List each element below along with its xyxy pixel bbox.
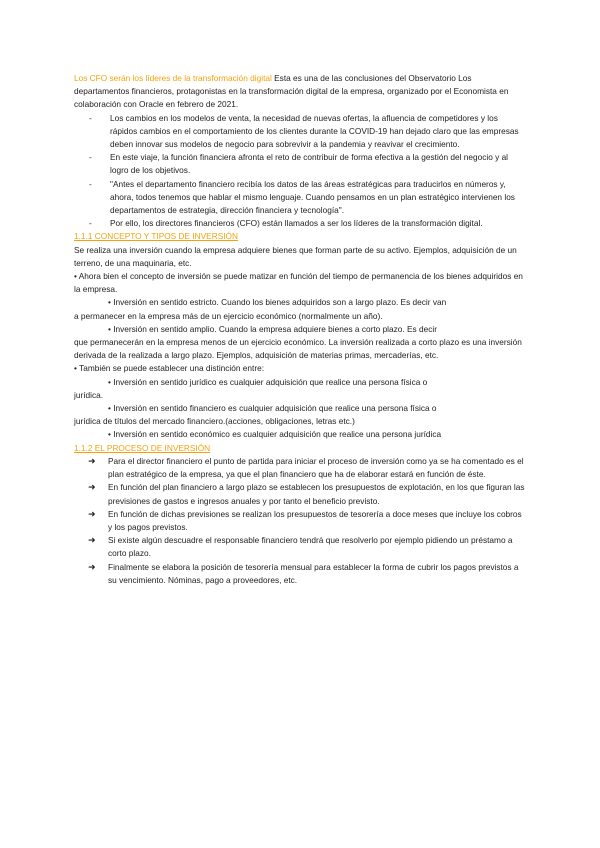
arrow-icon: ➜: [88, 508, 96, 519]
list-item-text: Por ello, los directores financieros (CFO) están llamados a ser los líderes de la transformación digital.: [110, 218, 483, 229]
list-item: [74, 455, 526, 481]
paragraph: Se realiza una inversión cuando la empresa adquiere bienes que forman parte de su activo. Ejemplos, adquisición de un terreno, de una maquinaria, etc.: [74, 244, 517, 268]
list-item: [74, 534, 526, 560]
list-item-text: En función de dichas previsiones se realizan los presupuestos de tesorería a doce meses que incluye los cobros y los pagos previstos.: [108, 508, 522, 532]
list-item: [74, 178, 526, 218]
list-item-text: "Antes el departamento financiero recibía los datos de las áreas estratégicas para traducirlos en números y, ahora, todos tenemos que hablar el mismo lenguaje. Cuando pensamos en un plan estratégico intervienen los departamentos de estrategia, dirección financiera y tecnología".: [110, 178, 515, 216]
section-heading-concepto: 1.1.1 CONCEPTO Y TIPOS DE INVERSIÓN: [74, 231, 238, 242]
definition-lead: • Inversión en sentido económico es cualquier adquisición que realice una persona jurídica: [108, 429, 442, 440]
list-item: [74, 481, 526, 507]
arrow-icon: ➜: [88, 561, 96, 572]
definition-continuation: que permanecerán en la empresa menos de un ejercicio económico. La inversión realizada a corto plazo es una inversión derivada de la realizada a largo plazo. Ejemplos, adquisición de materias primas, mercaderías, etc.: [74, 337, 522, 361]
list-item: [74, 217, 526, 230]
definition-lead: • Inversión en sentido jurídico es cualquier adquisición que realice una persona física o: [108, 376, 428, 387]
list-item: [74, 508, 526, 534]
definition-continuation: jurídica de títulos del mercado financiero.(acciones, obligaciones, letras etc.): [74, 416, 355, 427]
dash-marker: -: [89, 152, 92, 163]
intro-bullet-list: [74, 112, 526, 231]
intro-text: Esta es una de las conclusiones del Observatorio Los departamentos financieros, protagonistas en la transformación digital de la empresa, organizado por el Economista en colaboración con Oracle en febrero de 2021.: [74, 73, 509, 110]
process-list: [74, 455, 526, 587]
definition-continuation: a permanecer en la empresa más de un ejercicio económico (normalmente un año).: [74, 310, 383, 321]
arrow-icon: ➜: [88, 535, 96, 546]
list-item-text: Finalmente se elabora la posición de tesorería mensual para establecer la forma de cubrir los pagos previstos a su vencimiento. Nóminas, pago a proveedores, etc.: [108, 561, 519, 585]
arrow-icon: ➜: [88, 455, 96, 466]
list-item: [74, 561, 526, 587]
dash-marker: -: [89, 178, 92, 189]
section-heading-proceso: 1.1.2 EL PROCESO DE INVERSIÓN: [74, 442, 211, 453]
definition-lead: • Inversión en sentido financiero es cualquier adquisición que realice una persona física o: [108, 403, 437, 414]
dash-marker: -: [89, 112, 92, 123]
definition-lead: • Inversión en sentido amplio. Cuando la empresa adquiere bienes a corto plazo. Es decir: [108, 323, 437, 334]
list-item-text: Para el director financiero el punto de partida para iniciar el proceso de inversión como ya se ha comentado es el plan estratégico de la empresa, ya que el plan financiero que ha de elaborar estará en función de éste.: [108, 455, 524, 480]
definition-lead: • Inversión en sentido estricto. Cuando los bienes adquiridos son a largo plazo. Es decir van: [108, 297, 447, 308]
paragraph: • Ahora bien el concepto de inversión se puede matizar en función del tiempo de permanencia de los bienes adquiridos en la empresa.: [74, 271, 523, 295]
list-item-text: Si existe algún descuadre el responsable financiero tendrá que resolverlo por ejemplo pidiendo un préstamo a corto plazo.: [108, 535, 513, 559]
list-item-text: Los cambios en los modelos de venta, la necesidad de nuevas ofertas, la afluencia de competidores y los rápidos cambios en el comportamiento de los clientes durante la COVID-19 han dejado claro que las empresas deben innovar sus modelos de negocio para sobrevivir a la pandemia y reavivar el crecimiento.: [110, 112, 519, 150]
paragraph: • También se puede establecer una distinción entre:: [74, 363, 265, 374]
list-item-text: En este viaje, la función financiera afronta el reto de contribuir de forma efectiva a la gestión del negocio y al logro de los objetivos.: [110, 152, 509, 176]
dash-marker: -: [89, 218, 92, 229]
arrow-icon: ➜: [88, 482, 96, 493]
list-item: [74, 151, 526, 177]
intro-paragraph: [74, 72, 526, 112]
list-item-text: En función del plan financiero a largo plazo se establecen los presupuestos de explotación, en los que figuran las previsiones de gastos e ingresos anuales y por tanto el beneficio previsto.: [108, 482, 525, 506]
document-body: [74, 72, 526, 587]
intro-highlight: Los CFO serán los líderes de la transformación digital: [74, 73, 272, 83]
definition-continuation: jurídica.: [74, 389, 104, 400]
list-item: [74, 112, 526, 152]
